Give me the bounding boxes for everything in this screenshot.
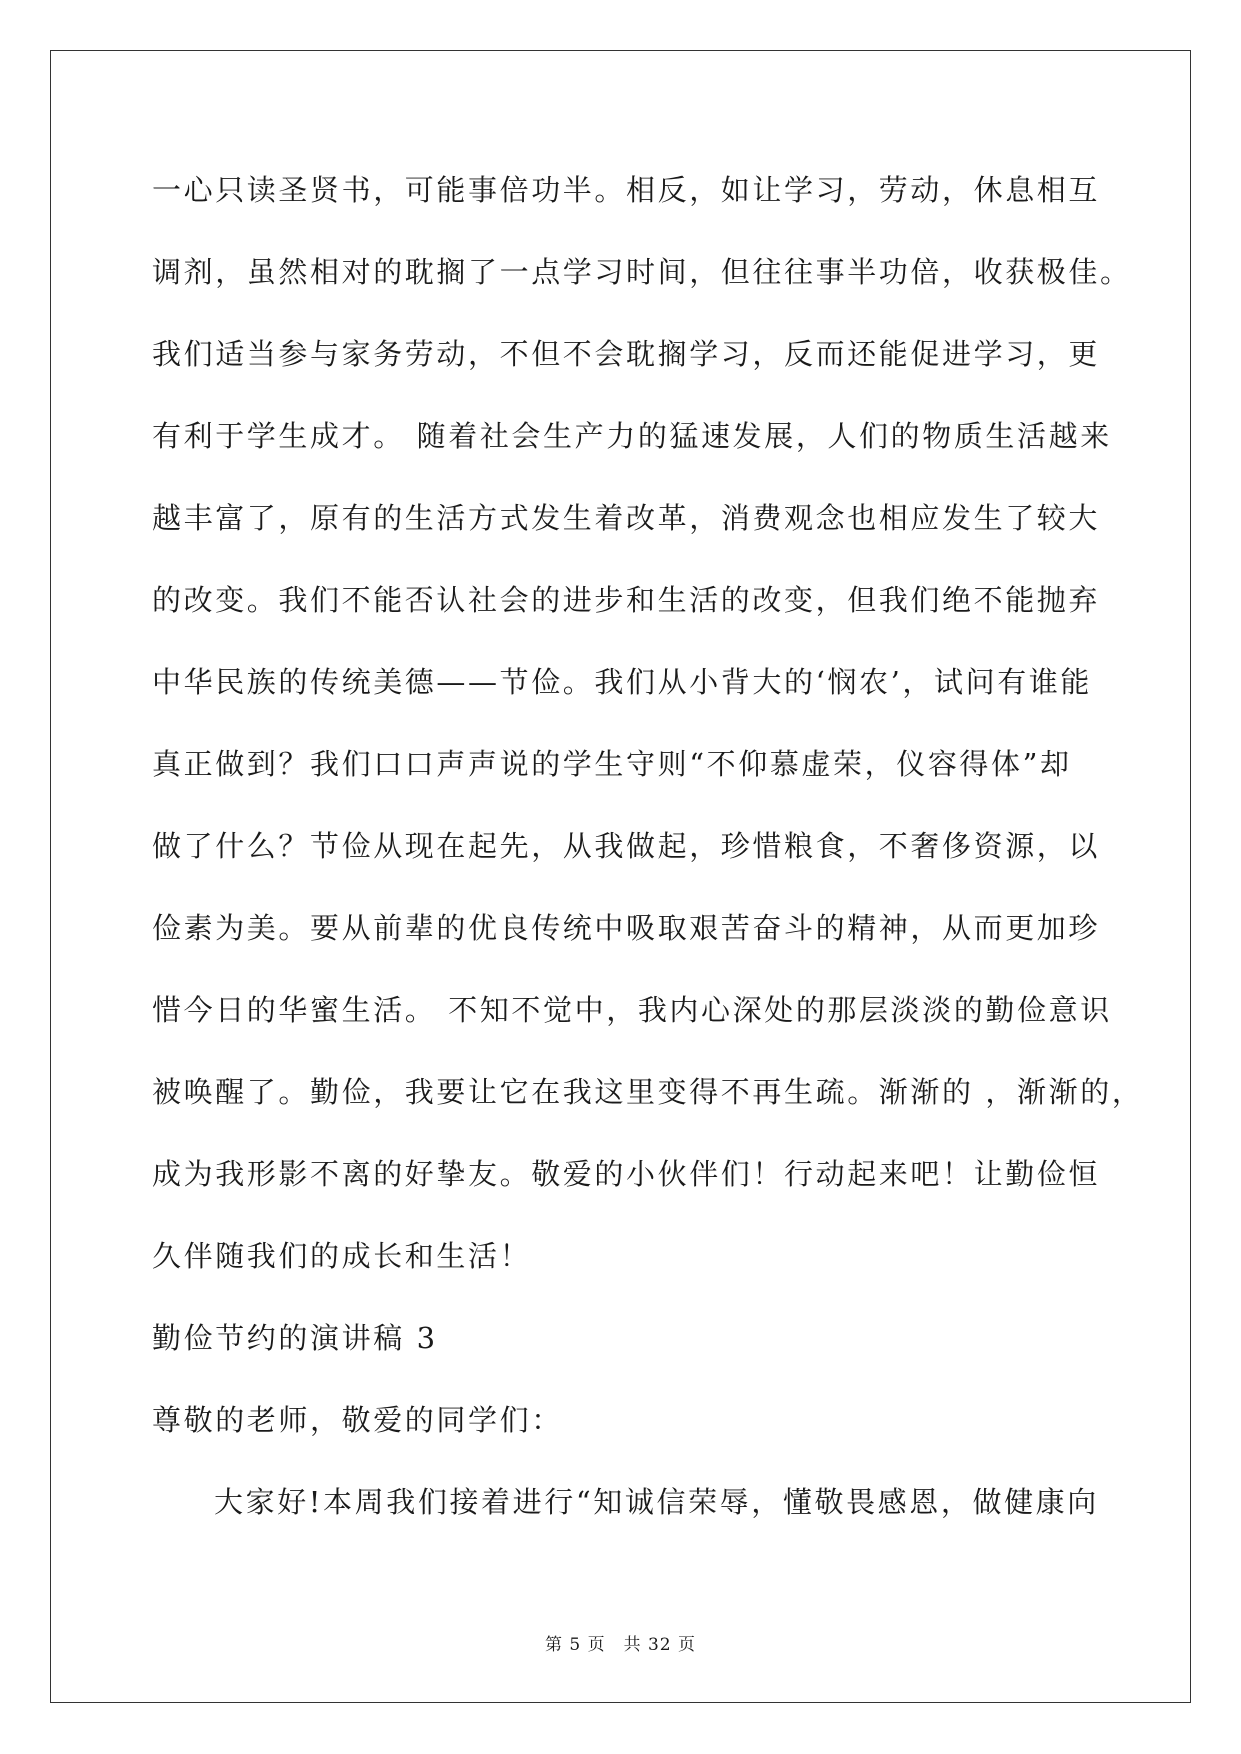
body-line: 真正做到？我们口口声声说的学生守则“不仰慕虚荣，仪容得体”却 <box>152 747 1072 781</box>
page-number-footer: 第 5 页 共 32 页 <box>544 1635 697 1655</box>
body-line: 惜今日的华蜜生活。 不知不觉中，我内心深处的那层淡淡的勤俭意识 <box>152 993 1112 1027</box>
opening-paragraph: 大家好!本周我们接着进行“知诚信荣辱，懂敬畏感恩，做健康向 <box>214 1485 1099 1519</box>
body-line: 我们适当参与家务劳动，不但不会耽搁学习，反而还能促进学习，更 <box>152 337 1101 371</box>
body-line: 中华民族的传统美德——节俭。我们从小背大的‘悯农’，试问有谁能 <box>152 665 1093 699</box>
body-line: 俭素为美。要从前辈的优良传统中吸取艰苦奋斗的精神，从而更加珍 <box>152 911 1101 945</box>
document-body <box>152 162 1144 1556</box>
section-title: 勤俭节约的演讲稿 3 <box>152 1321 438 1355</box>
body-line: 被唤醒了。勤俭，我要让它在我这里变得不再生疏。渐渐的 ，渐渐的， <box>152 1075 1144 1109</box>
body-line: 一心只读圣贤书，可能事倍功半。相反，如让学习，劳动，休息相互 <box>152 173 1101 207</box>
body-line: 有利于学生成才。 随着社会生产力的猛速发展，人们的物质生活越来 <box>152 419 1112 453</box>
salutation: 尊敬的老师，敬爱的同学们： <box>152 1403 563 1437</box>
body-line: 成为我形影不离的好挚友。敬爱的小伙伴们！行动起来吧！让勤俭恒 <box>152 1157 1101 1191</box>
body-line: 调剂，虽然相对的耽搁了一点学习时间，但往往事半功倍，收获极佳。 <box>152 255 1132 289</box>
body-line: 越丰富了，原有的生活方式发生着改革，消费观念也相应发生了较大 <box>152 501 1101 535</box>
body-line: 的改变。我们不能否认社会的进步和生活的改变，但我们绝不能抛弃 <box>152 583 1101 617</box>
body-line: 久伴随我们的成长和生活！ <box>152 1239 532 1273</box>
body-line: 做了什么？节俭从现在起先，从我做起，珍惜粮食，不奢侈资源，以 <box>152 829 1101 863</box>
